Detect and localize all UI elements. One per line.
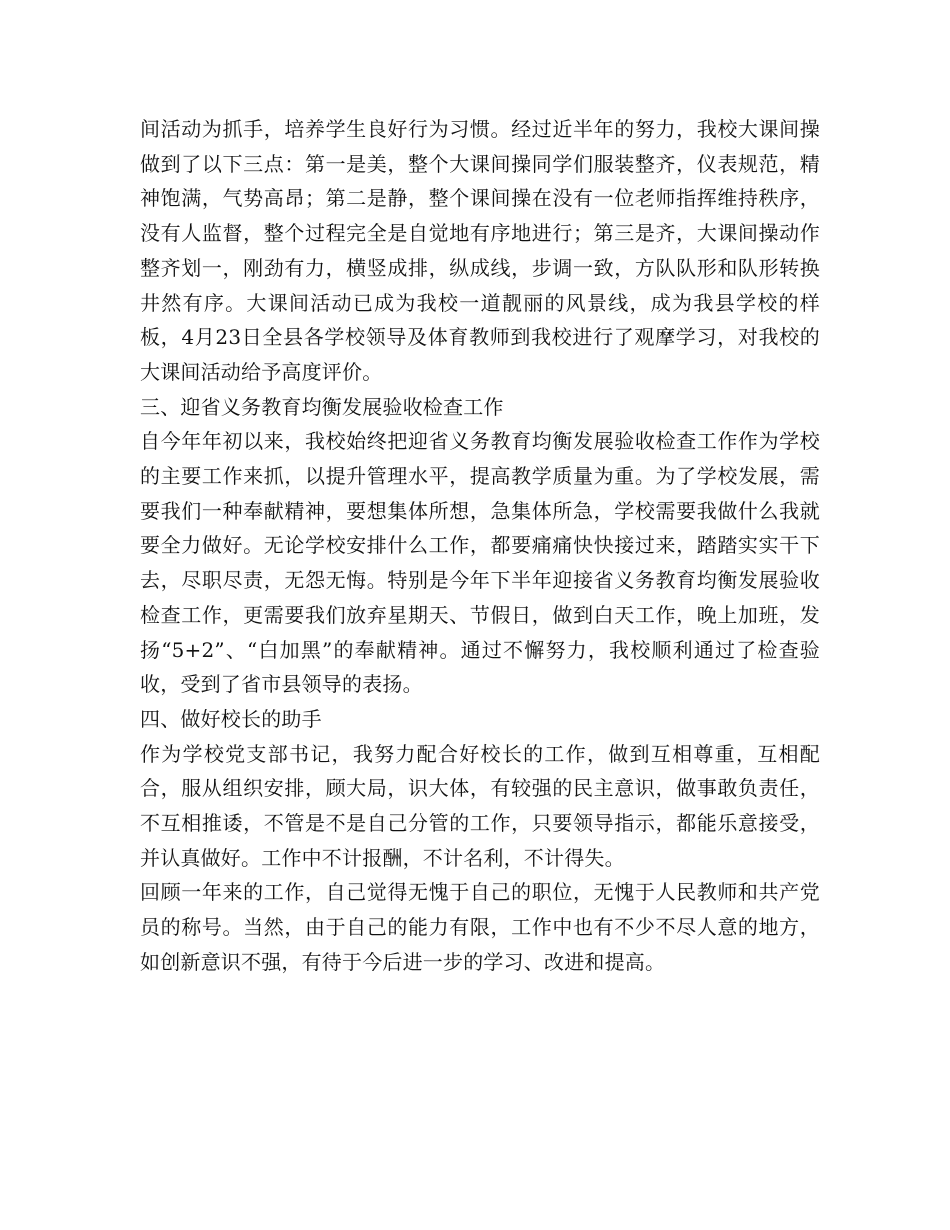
paragraph-recess-activity: 间活动为抓手，培养学生良好行为习惯。经过近半年的努力，我校大课间操做到了以下三点：第一是美，整个大课间操同学们服装整齐，仪表规范，精神饱满，气势高昂；第二是静，整个课间操在没有一位老师指挥维持秩序，没有人监督，整个过程完全是自觉地有序地进行；第三是齐，大课间操动作整齐划一，刚劲有力，横竖成排，纵成线，步调一致，方队队形和队形转换井然有序。大课间活动已成为我校一道靓丽的风景线，成为我县学校的样板，4月23日全县各学校领导及体育教师到我校进行了观摩学习，对我校的大课间活动给予高度评价。 xyxy=(140,117,820,384)
document-page xyxy=(140,112,820,980)
paragraph-conclusion: 回顾一年来的工作，自己觉得无愧于自己的职位，无愧于人民教师和共产党员的称号。当然，由于自己的能力有限，工作中也有不少不尽人意的地方，如创新意识不强，有待于今后进一步的学习、改进和提高。 xyxy=(140,880,820,974)
paragraph-principal-assistant: 作为学校党支部书记，我努力配合好校长的工作，做到互相尊重，互相配合，服从组织安排，顾大局，识大体，有较强的民主意识，做事敢负责任，不互相推诿，不管是不是自己分管的工作，只要领导指示，都能乐意接受，并认真做好。工作中不计报酬，不计名利，不计得失。 xyxy=(140,741,820,870)
section-heading-4: 四、做好校长的助手 xyxy=(140,706,322,731)
section-heading-3: 三、迎省义务教育均衡发展验收检查工作 xyxy=(140,394,504,419)
paragraph-balanced-education-inspection: 自今年年初以来，我校始终把迎省义务教育均衡发展验收检查工作作为学校的主要工作来抓，以提升管理水平，提高教学质量为重。为了学校发展，需要我们一种奉献精神，要想集体所想，急集体所急，学校需要我做什么我就要全力做好。无论学校安排什么工作，都要痛痛快快接过来，踏踏实实干下去，尽职尽责，无怨无悔。特别是今年下半年迎接省义务教育均衡发展验收检查工作，更需要我们放弃星期天、节假日，做到白天工作，晚上加班，发扬“5+2”、“白加黑”的奉献精神。通过不懈努力，我校顺利通过了检查验收，受到了省市县领导的表扬。 xyxy=(140,429,820,697)
